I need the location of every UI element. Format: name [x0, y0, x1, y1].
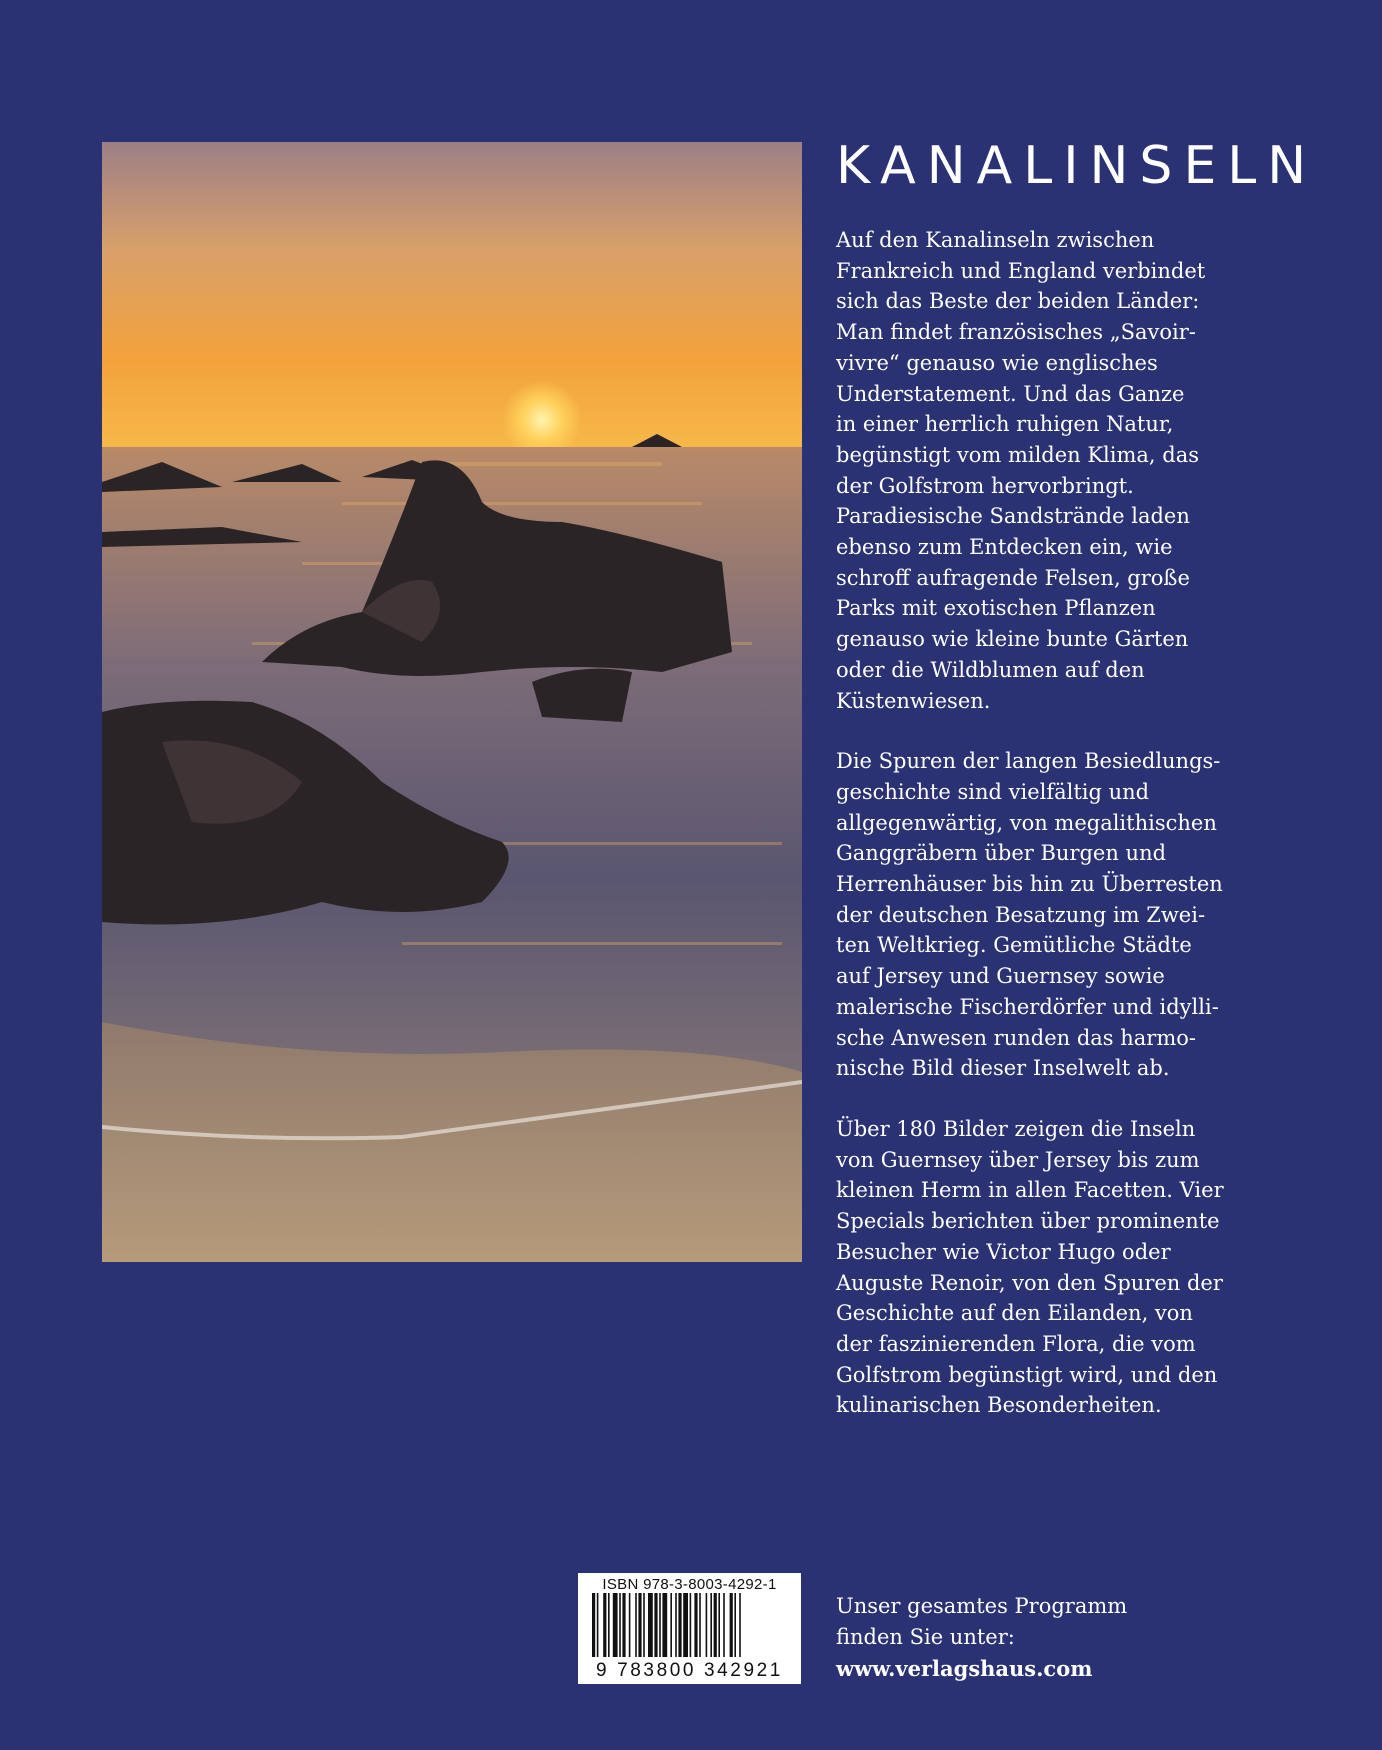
barcode-bar — [613, 1593, 618, 1667]
barcode-bar — [723, 1593, 725, 1667]
barcode-bar — [629, 1593, 631, 1667]
barcode-bar — [619, 1593, 621, 1667]
barcode-bar — [659, 1593, 661, 1667]
barcode-bar — [597, 1593, 599, 1667]
barcode-bar — [654, 1593, 657, 1667]
sunset-rocks-image — [102, 142, 802, 1262]
barcode-bar — [690, 1593, 692, 1667]
barcode-bar — [675, 1593, 677, 1667]
book-title: KANALINSELN — [836, 136, 1318, 196]
barcode-bar — [694, 1593, 697, 1667]
barcode-bar — [608, 1593, 610, 1667]
publisher-url-link[interactable]: www.verlagshaus.com — [836, 1656, 1093, 1681]
barcode-bar — [638, 1593, 641, 1667]
cover-photo-sunset-coast — [102, 142, 802, 1262]
blurb-paragraph-3: Über 180 Bilder zeigen die Inseln von Guernsey über Jersey bis zum kleinen Herm in allen Facetten. Vier Specials berichten über prominente Besucher wie Victor Hugo oder Auguste Renoir, von den Spuren der Geschichte auf den Eilanden, von der faszinierenden Flora, die vom Golfstrom begünstigt wird, und den kulinarischen Besonderheiten. — [836, 1116, 1224, 1418]
barcode-bar — [730, 1593, 733, 1667]
blurb-paragraph-2: Die Spuren der langen Besiedlungs- geschichte sind vielfältig und allgegenwärtig, von megalithischen Ganggräbern über Burgen und Herrenhäuser bis hin zu Überresten der deutschen Besatzung im Zwei- ten Weltkrieg. Gemütliche Städte auf Jersey und Guernsey sowie malerische Fischerdörfer und idylli- sche Anwesen runden das harmo- nische Bild dieser Inselwelt ab. — [836, 749, 1223, 1081]
barcode-bar — [678, 1593, 681, 1667]
isbn-text: ISBN 978-3-8003-4292-1 — [602, 1576, 777, 1593]
barcode-bar — [683, 1593, 688, 1667]
barcode-bar — [710, 1593, 712, 1667]
barcode-bar — [739, 1593, 741, 1667]
publisher-footer — [836, 1591, 1256, 1684]
barcode-bar — [643, 1593, 645, 1667]
blurb — [836, 225, 1276, 1451]
footer-line-2: finden Sie unter: — [836, 1625, 1015, 1649]
barcode-bar — [734, 1593, 736, 1667]
barcode-bar — [699, 1593, 701, 1667]
ean-digits: 9 783800 342921 — [596, 1660, 783, 1681]
barcode-bar — [714, 1593, 717, 1667]
barcode-bar — [648, 1593, 653, 1667]
barcode-bar — [603, 1593, 606, 1667]
blurb-paragraph-1: Auf den Kanalinseln zwischen Frankreich und England verbindet sich das Beste der beiden Länder: Man findet französisches „Savoir- vivre“ genauso wie englisches Understatement. Und das Ganze in einer herrlich ruhigen Natur, begünstigt vom milden Klima, das der Golfstrom hervorbringt. Paradiesische Sandstrände laden ebenso zum Entdecken ein, wie schroff aufragende Felsen, große Parks mit exotischen Pflanzen genauso wie kleine bunte Gärten oder die Wildblumen auf den Küstenwiesen. — [836, 228, 1206, 713]
barcode-label — [578, 1573, 801, 1684]
barcode-bar — [670, 1593, 672, 1667]
barcode-bar — [592, 1593, 595, 1667]
barcode-bar — [622, 1593, 625, 1667]
barcode-bar — [635, 1593, 637, 1667]
barcode-bar — [718, 1593, 720, 1667]
footer-line-1: Unser gesamtes Programm — [836, 1594, 1128, 1618]
barcode-bar — [706, 1593, 708, 1667]
barcode-bar — [662, 1593, 667, 1667]
